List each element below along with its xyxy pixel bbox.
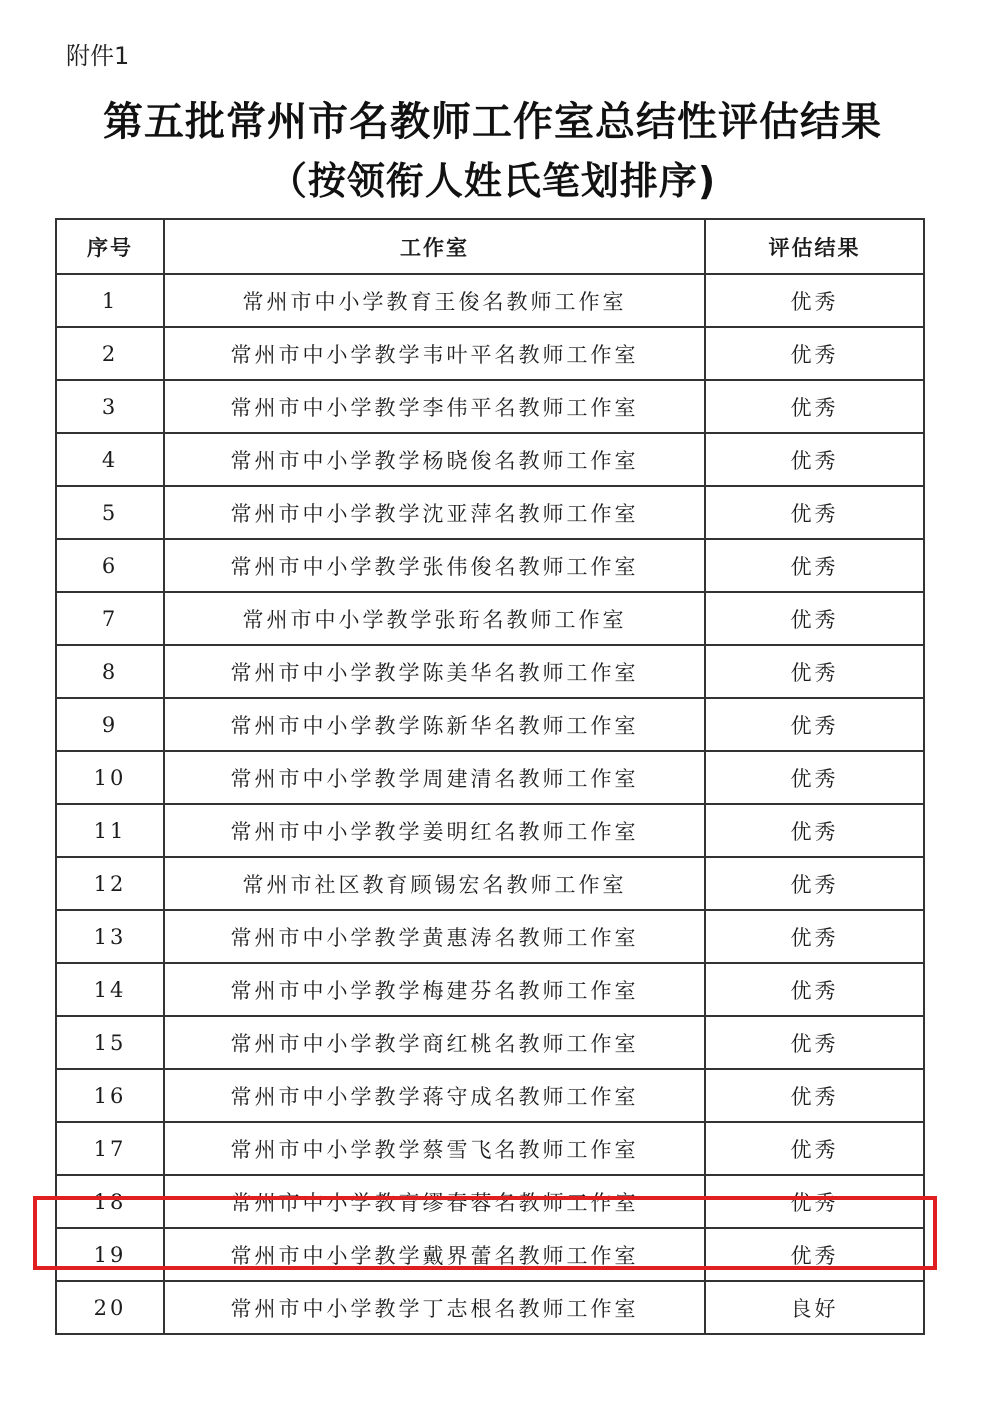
- cell-index: 3: [56, 380, 164, 433]
- cell-index: 10: [56, 751, 164, 804]
- cell-result: 优秀: [705, 486, 924, 539]
- cell-index: 7: [56, 592, 164, 645]
- cell-studio: 常州市中小学教学黄惠涛名教师工作室: [164, 910, 705, 963]
- table-row: [56, 1122, 924, 1175]
- cell-studio: 常州市中小学教学韦叶平名教师工作室: [164, 327, 705, 380]
- table-row: [56, 1228, 924, 1281]
- cell-index: 2: [56, 327, 164, 380]
- cell-studio: 常州市社区教育顾锡宏名教师工作室: [164, 857, 705, 910]
- cell-result: 优秀: [705, 751, 924, 804]
- cell-index: 13: [56, 910, 164, 963]
- table-row: [56, 1281, 924, 1334]
- cell-result: 优秀: [705, 380, 924, 433]
- cell-result: 优秀: [705, 963, 924, 1016]
- cell-studio: 常州市中小学教学陈新华名教师工作室: [164, 698, 705, 751]
- cell-result: 优秀: [705, 698, 924, 751]
- table-row: [56, 1016, 924, 1069]
- cell-index: 1: [56, 274, 164, 327]
- cell-studio: 常州市中小学教学戴界蕾名教师工作室: [164, 1228, 705, 1281]
- table-row: [56, 1175, 924, 1228]
- cell-studio: 常州市中小学教学梅建芬名教师工作室: [164, 963, 705, 1016]
- cell-result: 优秀: [705, 1016, 924, 1069]
- cell-studio: 常州市中小学教学张伟俊名教师工作室: [164, 539, 705, 592]
- table-row: [56, 910, 924, 963]
- cell-result: 优秀: [705, 433, 924, 486]
- table-row: [56, 433, 924, 486]
- table-row: [56, 698, 924, 751]
- attachment-label: 附件1: [66, 42, 130, 70]
- cell-studio: 常州市中小学教学沈亚萍名教师工作室: [164, 486, 705, 539]
- header-studio: 工作室: [164, 219, 705, 274]
- results-table: [55, 218, 925, 1335]
- cell-result: 优秀: [705, 857, 924, 910]
- cell-result: 优秀: [705, 274, 924, 327]
- cell-index: 20: [56, 1281, 164, 1334]
- table-row: [56, 592, 924, 645]
- cell-studio: 常州市中小学教育缪春蓉名教师工作室: [164, 1175, 705, 1228]
- cell-index: 15: [56, 1016, 164, 1069]
- cell-studio: 常州市中小学教学周建清名教师工作室: [164, 751, 705, 804]
- cell-index: 8: [56, 645, 164, 698]
- cell-index: 18: [56, 1175, 164, 1228]
- cell-studio: 常州市中小学教学李伟平名教师工作室: [164, 380, 705, 433]
- cell-studio: 常州市中小学教学丁志根名教师工作室: [164, 1281, 705, 1334]
- cell-index: 19: [56, 1228, 164, 1281]
- cell-studio: 常州市中小学教学蒋守成名教师工作室: [164, 1069, 705, 1122]
- table-row: [56, 804, 924, 857]
- cell-index: 14: [56, 963, 164, 1016]
- cell-index: 16: [56, 1069, 164, 1122]
- table-row: [56, 1069, 924, 1122]
- cell-index: 17: [56, 1122, 164, 1175]
- cell-result: 优秀: [705, 1228, 924, 1281]
- table-row: [56, 751, 924, 804]
- cell-result: 优秀: [705, 1122, 924, 1175]
- table-row: [56, 486, 924, 539]
- cell-result: 优秀: [705, 1069, 924, 1122]
- cell-studio: 常州市中小学教学张珩名教师工作室: [164, 592, 705, 645]
- table-row: [56, 645, 924, 698]
- table-header-row: [56, 219, 924, 274]
- table-body: [56, 274, 924, 1334]
- table-row: [56, 380, 924, 433]
- cell-studio: 常州市中小学教学蔡雪飞名教师工作室: [164, 1122, 705, 1175]
- header-index: 序号: [56, 219, 164, 274]
- cell-result: 优秀: [705, 804, 924, 857]
- header-result: 评估结果: [705, 219, 924, 274]
- cell-index: 11: [56, 804, 164, 857]
- table-row: [56, 963, 924, 1016]
- cell-index: 5: [56, 486, 164, 539]
- cell-result: 良好: [705, 1281, 924, 1334]
- cell-index: 4: [56, 433, 164, 486]
- table-row: [56, 857, 924, 910]
- cell-studio: 常州市中小学教学杨晓俊名教师工作室: [164, 433, 705, 486]
- cell-result: 优秀: [705, 1175, 924, 1228]
- page-subtitle: （按领衔人姓氏笔划排序): [268, 159, 717, 203]
- table-row: [56, 539, 924, 592]
- cell-index: 6: [56, 539, 164, 592]
- cell-studio: 常州市中小学教学陈美华名教师工作室: [164, 645, 705, 698]
- cell-result: 优秀: [705, 539, 924, 592]
- table-row: [56, 327, 924, 380]
- cell-result: 优秀: [705, 645, 924, 698]
- cell-result: 优秀: [705, 327, 924, 380]
- cell-studio: 常州市中小学教学商红桃名教师工作室: [164, 1016, 705, 1069]
- cell-result: 优秀: [705, 592, 924, 645]
- cell-studio: 常州市中小学教学姜明红名教师工作室: [164, 804, 705, 857]
- cell-index: 12: [56, 857, 164, 910]
- cell-result: 优秀: [705, 910, 924, 963]
- page-title: 第五批常州市名教师工作室总结性评估结果: [103, 99, 882, 145]
- cell-studio: 常州市中小学教育王俊名教师工作室: [164, 274, 705, 327]
- table-row: [56, 274, 924, 327]
- cell-index: 9: [56, 698, 164, 751]
